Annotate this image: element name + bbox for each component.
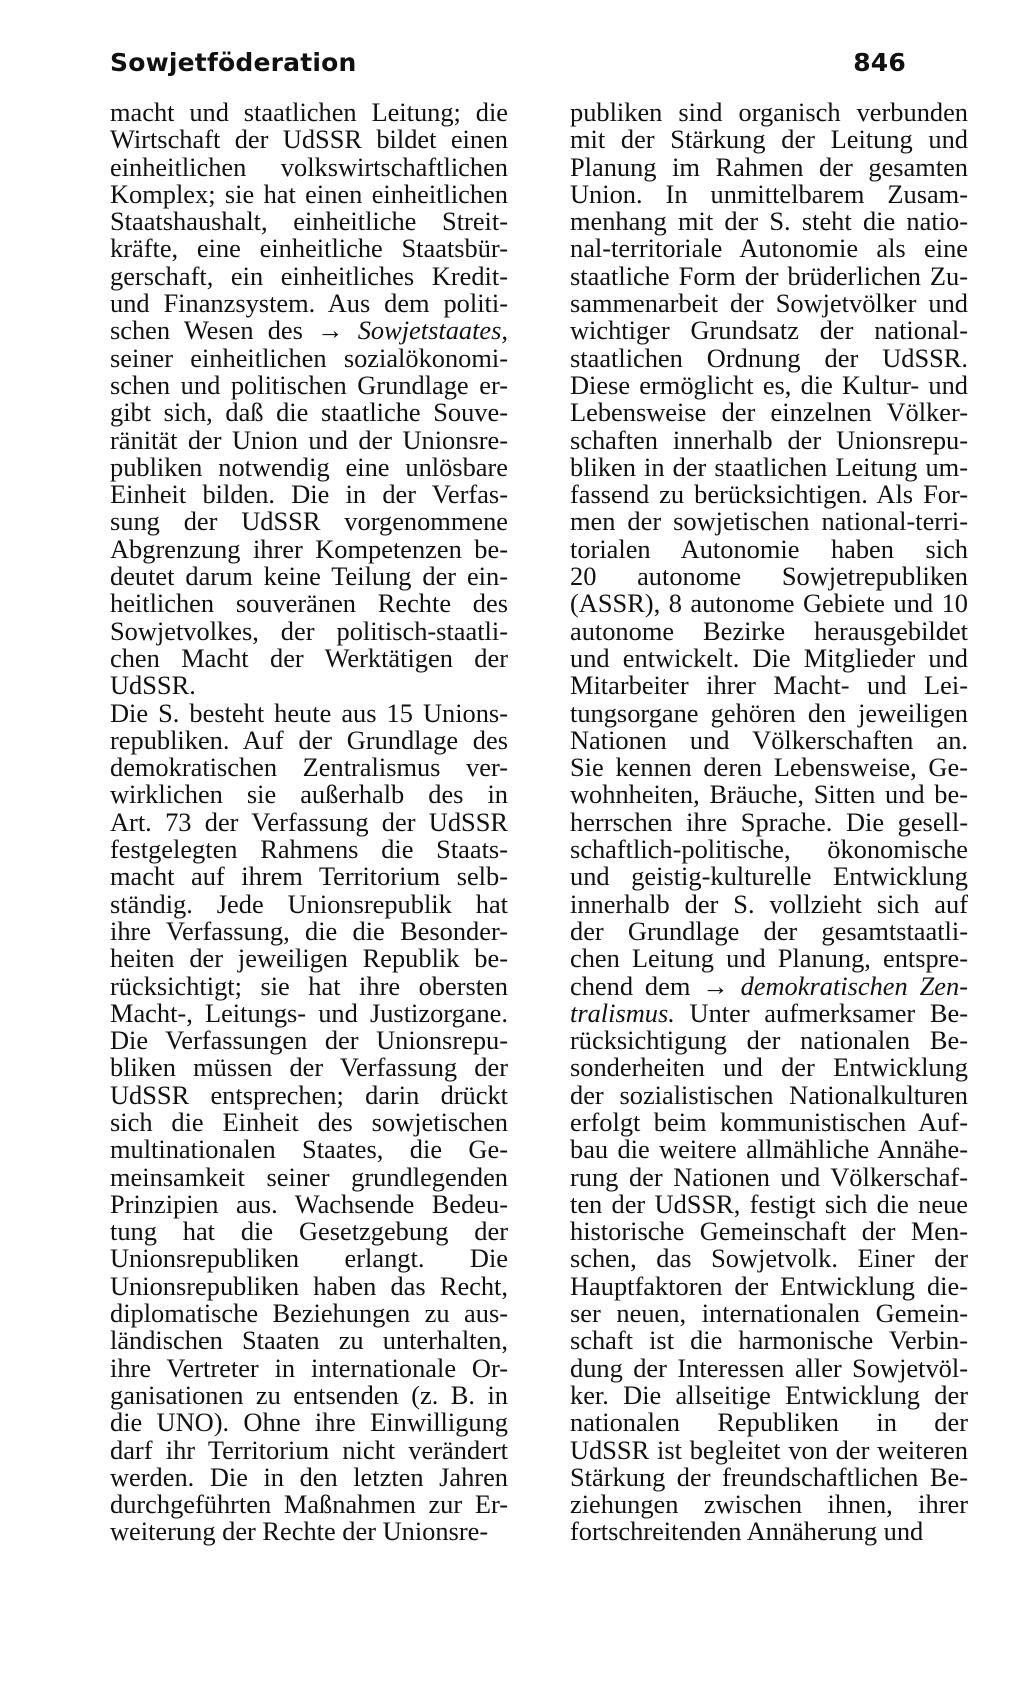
text-line: mit der Stärkung der Leitung und bbox=[570, 124, 968, 155]
text-line: innerhalb der S. vollzieht sich auf bbox=[570, 888, 968, 919]
text-line: staatliche Form der brüderlichen Zu- bbox=[570, 260, 968, 291]
text-line: staatlichen Ordnung der UdSSR. bbox=[570, 342, 968, 373]
text-line: ihre Vertreter in internationale Or- bbox=[110, 1352, 508, 1383]
text-line: und Finanzsystem. Aus dem politi- bbox=[110, 288, 508, 319]
text-line: bliken in der staatlichen Leitung um- bbox=[570, 451, 968, 482]
text-line: wirklichen sie außerhalb des in bbox=[110, 779, 508, 810]
text-line: erfolgt beim kommunistischen Auf- bbox=[570, 1106, 968, 1137]
text-line: torialen Autonomie haben sich bbox=[570, 533, 968, 564]
text-line: heitlichen souveränen Rechte des bbox=[110, 588, 508, 619]
text-line: rücksichtigung der nationalen Be- bbox=[570, 1025, 968, 1056]
text-line: macht und staatlichen Leitung; die bbox=[110, 97, 508, 127]
text-line: tralismus. Unter aufmerksamer Be- bbox=[570, 997, 968, 1028]
text-line: Nationen und Völkerschaften an. bbox=[570, 724, 968, 755]
text-line: multinationalen Staates, die Ge- bbox=[110, 1134, 508, 1165]
text-line: Abgrenzung ihrer Kompetenzen be- bbox=[110, 533, 508, 564]
text-line: gerschaft, ein einheitliches Kredit- bbox=[110, 260, 508, 291]
text-line: wichtiger Grundsatz der national- bbox=[570, 315, 968, 346]
text-line: sung der UdSSR vorgenommene bbox=[110, 506, 508, 537]
text-line: Die Verfassungen der Unionsrepu- bbox=[110, 1025, 508, 1056]
text-line: Diese ermöglicht es, die Kultur- und bbox=[570, 369, 968, 400]
text-line: ganisationen zu entsenden (z. B. in bbox=[110, 1379, 508, 1410]
text-line: chen Macht der Werktätigen der bbox=[110, 642, 508, 673]
text-line: sammenarbeit der Sowjetvölker und bbox=[570, 288, 968, 319]
text-line: ränität der Union und der Unionsre- bbox=[110, 424, 508, 455]
text-line: Komplex; sie hat einen einheitlichen bbox=[110, 178, 508, 209]
text-line: schaften innerhalb der Unionsrepu- bbox=[570, 424, 968, 455]
text-line: weiterung der Rechte der Unionsre- bbox=[110, 1516, 489, 1547]
text-line: kräfte, eine einheitliche Staatsbür- bbox=[110, 233, 508, 264]
text-line: chend dem → demokratischen Zen- bbox=[570, 970, 968, 1001]
text-line: ständig. Jede Unionsrepublik hat bbox=[110, 888, 508, 919]
text-line: (ASSR), 8 autonome Gebiete und 10 bbox=[570, 588, 968, 619]
text-line: schen, das Sowjetvolk. Einer der bbox=[570, 1243, 968, 1274]
text-line: demokratischen Zentralismus ver- bbox=[110, 752, 508, 783]
text-line: historische Gemeinschaft der Men- bbox=[570, 1216, 968, 1247]
text-line: und entwickelt. Die Mitglieder und bbox=[570, 642, 968, 673]
text-line: dung der Interessen aller Sowjetvöl- bbox=[570, 1352, 968, 1383]
text-line: UdSSR ist begleitet von der weiteren bbox=[570, 1434, 968, 1465]
text-line: festgelegten Rahmens die Staats- bbox=[110, 834, 508, 865]
text-line: diplomatische Beziehungen zu aus- bbox=[110, 1298, 508, 1329]
text-line: Sowjetvolkes, der politisch-staatli- bbox=[110, 615, 508, 646]
text-line: Prinzipien aus. Wachsende Bedeu- bbox=[110, 1188, 508, 1219]
text-line: wohnheiten, Bräuche, Sitten und be- bbox=[570, 779, 968, 810]
text-line: Union. In unmittelbarem Zusam- bbox=[570, 178, 968, 209]
text-line: rücksichtigt; sie hat ihre obersten bbox=[110, 970, 508, 1001]
text-line: republiken. Auf der Grundlage des bbox=[110, 724, 508, 755]
text-line: Mitarbeiter ihrer Macht- und Lei- bbox=[570, 670, 968, 701]
text-line: chen Leitung und Planung, entspre- bbox=[570, 943, 968, 974]
text-line: bau die weitere allmähliche Annähe- bbox=[570, 1134, 968, 1165]
text-line: publiken notwendig eine unlösbare bbox=[110, 451, 508, 482]
text-line: autonome Bezirke herausgebildet bbox=[570, 615, 968, 646]
text-line: Einheit bilden. Die in der Verfas- bbox=[110, 479, 508, 510]
text-line: macht auf ihrem Territorium selb- bbox=[110, 861, 508, 892]
text-line: nal-territoriale Autonomie als eine bbox=[570, 233, 968, 264]
text-line: Lebensweise der einzelnen Völker- bbox=[570, 397, 968, 428]
text-line: herrschen ihre Sprache. Die gesell- bbox=[570, 806, 968, 837]
text-line: der Grundlage der gesamtstaatli- bbox=[570, 915, 968, 946]
text-line: 20 autonome Sowjetrepubliken bbox=[570, 561, 968, 592]
text-line: Stärkung der freundschaftlichen Be- bbox=[570, 1461, 968, 1492]
text-line: einheitlichen volkswirtschaftlichen bbox=[110, 151, 508, 182]
text-line: heiten der jeweiligen Republik be- bbox=[110, 943, 508, 974]
text-line: bliken müssen der Verfassung der bbox=[110, 1052, 508, 1083]
text-line: seiner einheitlichen sozialökonomi- bbox=[110, 342, 508, 373]
text-line: Hauptfaktoren der Entwicklung die- bbox=[570, 1270, 968, 1301]
text-line: schaftlich-politische, ökonomische bbox=[570, 834, 968, 865]
text-line: Wirtschaft der UdSSR bildet einen bbox=[110, 124, 508, 155]
text-line: publiken sind organisch verbunden bbox=[570, 97, 968, 127]
text-line: fassend zu berücksichtigen. Als For- bbox=[570, 479, 968, 510]
text-line: Planung im Rahmen der gesamten bbox=[570, 151, 968, 182]
text-line: der sozialistischen Nationalkulturen bbox=[570, 1079, 968, 1110]
text-line: die UNO). Ohne ihre Einwilligung bbox=[110, 1407, 508, 1438]
text-line: sich die Einheit des sowjetischen bbox=[110, 1106, 508, 1137]
text-line: darf ihr Territorium nicht verändert bbox=[110, 1434, 508, 1465]
text-line: sonderheiten und der Entwicklung bbox=[570, 1052, 968, 1083]
text-line: Art. 73 der Verfassung der UdSSR bbox=[110, 806, 508, 837]
text-line: ser neuen, internationalen Gemein- bbox=[570, 1298, 968, 1329]
text-line: tungsorgane gehören den jeweiligen bbox=[570, 697, 968, 728]
text-line: werden. Die in den letzten Jahren bbox=[110, 1461, 508, 1492]
text-line: ziehungen zwischen ihnen, ihrer bbox=[570, 1489, 968, 1520]
text-line: durchgeführten Maßnahmen zur Er- bbox=[110, 1489, 508, 1520]
text-line: Unionsrepubliken erlangt. Die bbox=[110, 1243, 508, 1274]
text-line: rung der Nationen und Völkerschaf- bbox=[570, 1161, 968, 1192]
text-line: tung hat die Gesetzgebung der bbox=[110, 1216, 508, 1247]
text-line: Staatshaushalt, einheitliche Streit- bbox=[110, 206, 508, 237]
running-head bbox=[110, 48, 906, 82]
page-number: 846 bbox=[853, 48, 906, 77]
text-line: UdSSR entsprechen; darin drückt bbox=[110, 1079, 508, 1110]
text-line: schen Wesen des → Sowjetstaates, bbox=[110, 315, 508, 346]
text-line: meinsamkeit seiner grundlegenden bbox=[110, 1161, 508, 1192]
text-line: deutet darum keine Teilung der ein- bbox=[110, 561, 508, 592]
text-line: UdSSR. bbox=[110, 670, 196, 701]
text-line: gibt sich, daß die staatliche Souve- bbox=[110, 397, 508, 428]
left-text-column bbox=[110, 99, 508, 1546]
text-line: schen und politischen Grundlage er- bbox=[110, 369, 508, 400]
text-line: menhang mit der S. steht die natio- bbox=[570, 206, 968, 237]
right-text-column bbox=[570, 99, 968, 1546]
text-line: ten der UdSSR, festigt sich die neue bbox=[570, 1188, 968, 1219]
text-line: Unionsrepubliken haben das Recht, bbox=[110, 1270, 508, 1301]
text-line: ihre Verfassung, die die Besonder- bbox=[110, 915, 508, 946]
page-header-title: Sowjetföderation bbox=[110, 48, 357, 77]
text-line: Sie kennen deren Lebensweise, Ge- bbox=[570, 752, 968, 783]
text-line: ländischen Staaten zu unterhalten, bbox=[110, 1325, 508, 1356]
text-line: Macht-, Leitungs- und Justizorgane. bbox=[110, 997, 508, 1028]
text-line: schaft ist die harmonische Verbin- bbox=[570, 1325, 968, 1356]
text-line: men der sowjetischen national-terri- bbox=[570, 506, 968, 537]
text-line: nationalen Republiken in der bbox=[570, 1407, 968, 1438]
text-line: ker. Die allseitige Entwicklung der bbox=[570, 1379, 968, 1410]
text-line: fortschreitenden Annäherung und bbox=[570, 1516, 924, 1547]
text-line: und geistig-kulturelle Entwicklung bbox=[570, 861, 968, 892]
text-line: Die S. besteht heute aus 15 Unions- bbox=[110, 697, 508, 728]
